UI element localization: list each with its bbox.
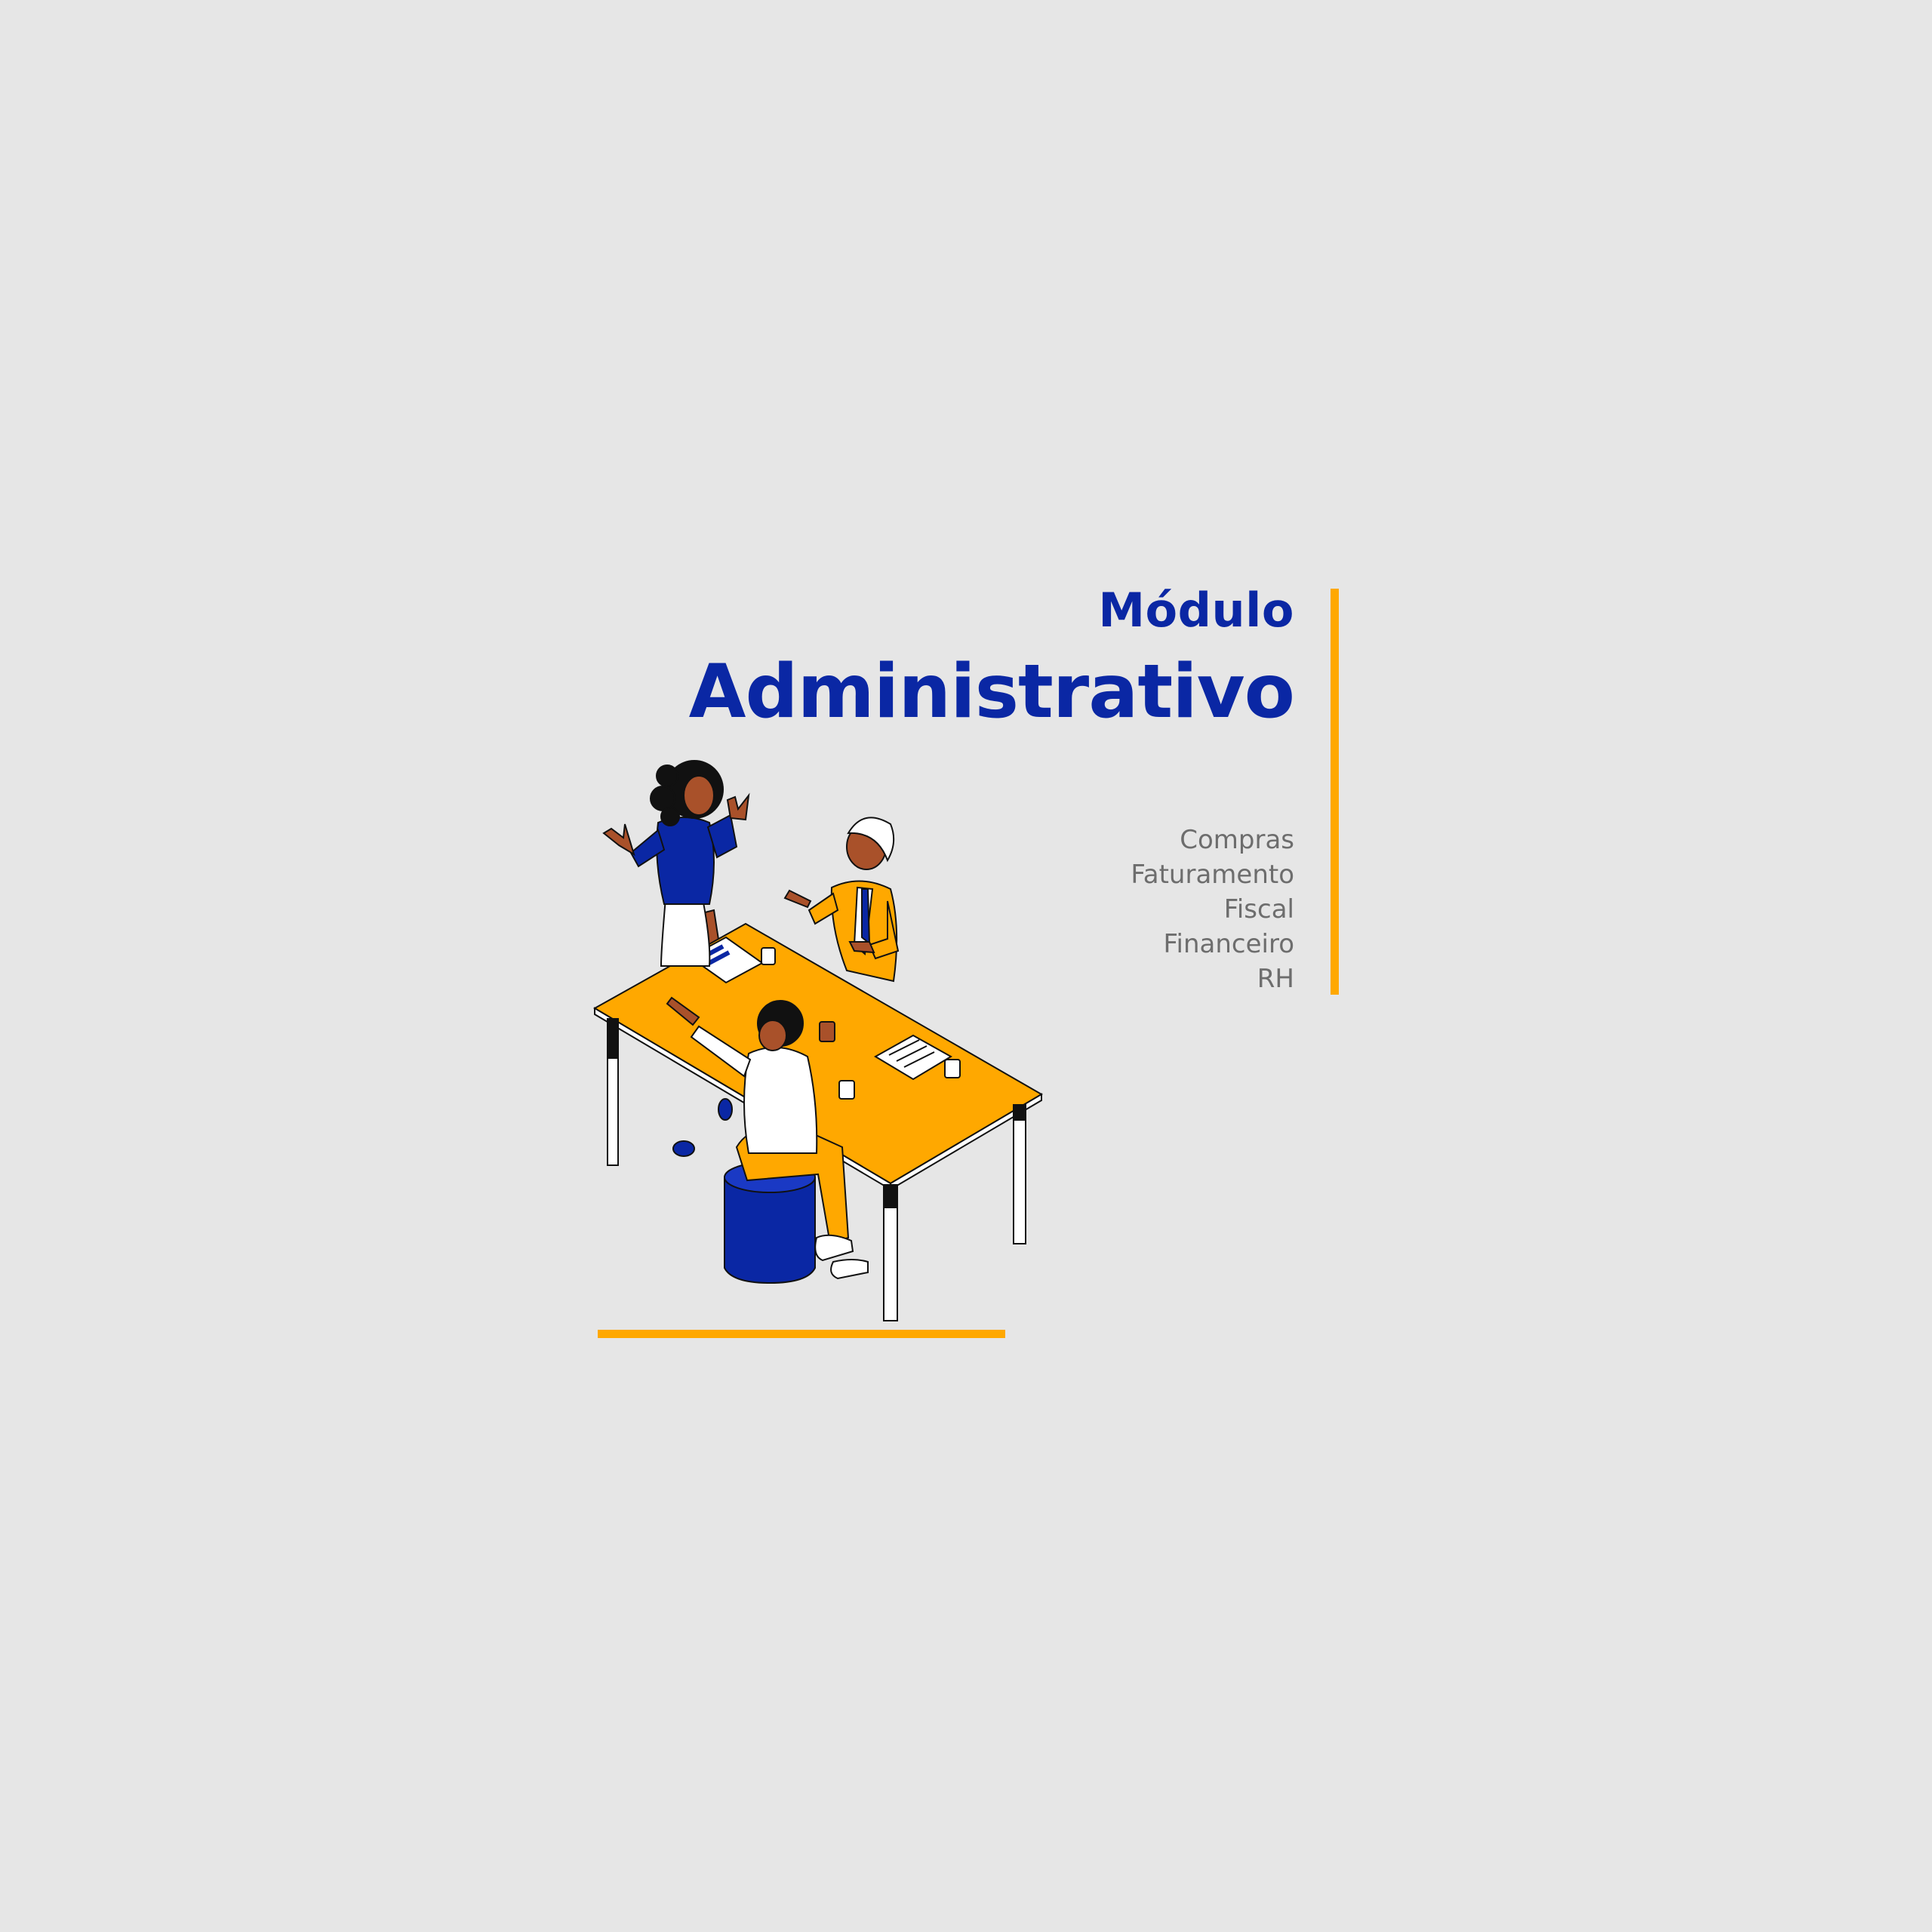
module-item-rh: RH xyxy=(1257,964,1294,994)
module-item-financeiro: Financeiro xyxy=(1163,929,1294,959)
page-title: Administrativo xyxy=(688,649,1294,735)
table xyxy=(595,924,1041,1321)
module-item-faturamento: Faturamento xyxy=(1131,860,1294,890)
module-item-compras: Compras xyxy=(1180,825,1294,855)
module-item-fiscal: Fiscal xyxy=(1223,894,1294,924)
module-list xyxy=(1131,823,1294,996)
team-meeting-illustration-icon xyxy=(589,740,1072,1343)
title-module-label: Módulo xyxy=(1098,583,1294,638)
accent-vertical-bar xyxy=(1331,589,1339,995)
